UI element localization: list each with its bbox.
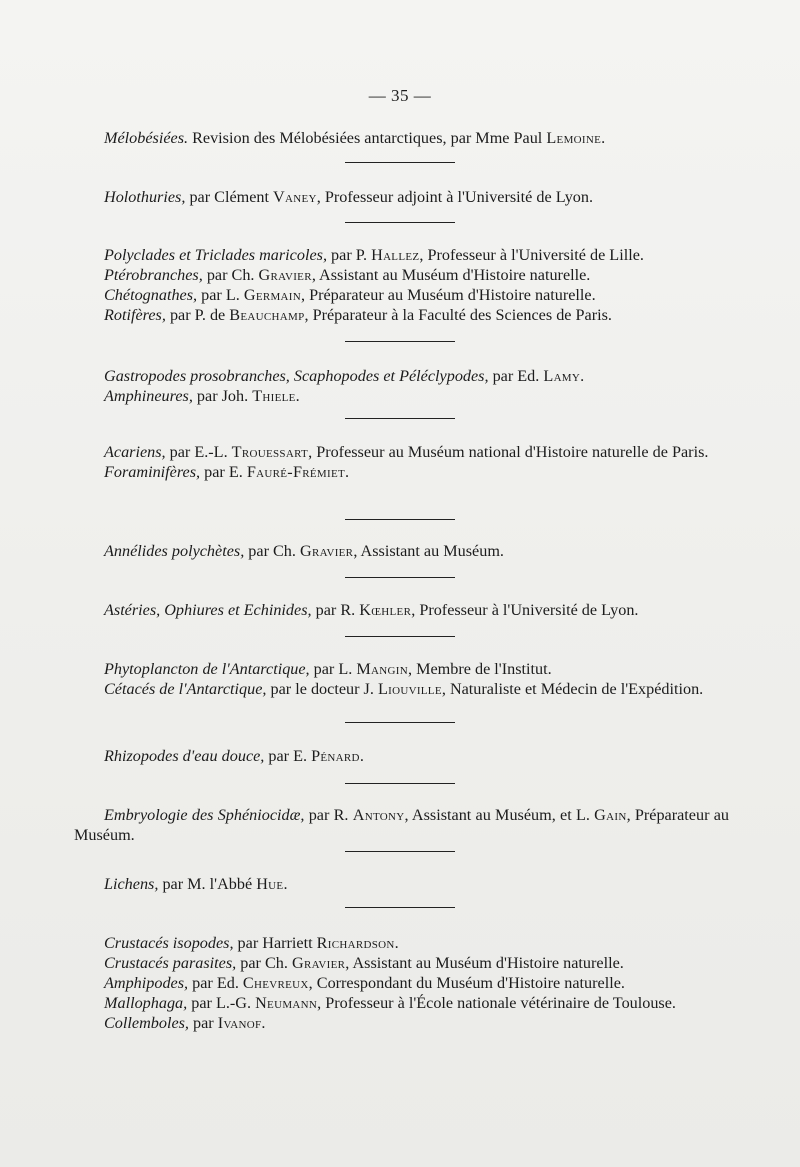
author-name: Lemoine xyxy=(546,129,602,147)
entry-title: Lichens, xyxy=(104,875,159,893)
entry-text: , Membre de l'Institut. xyxy=(408,660,552,678)
entry-text: . xyxy=(261,1014,266,1032)
section xyxy=(74,659,729,699)
separator-rule xyxy=(345,222,455,223)
entry-text: , Préparateur à la Faculté des Sciences de Paris. xyxy=(304,306,612,324)
entry xyxy=(74,265,729,285)
section xyxy=(74,366,729,406)
author-name: Gravier xyxy=(300,542,354,560)
entry xyxy=(74,874,729,894)
entry-text: par R. xyxy=(311,601,360,619)
entry-text: par le docteur J. xyxy=(266,680,378,698)
page-number: — 35 — xyxy=(368,86,432,105)
entry-title: Gastropodes prosobranches, Scaphopodes et Péléclypodes, xyxy=(104,367,489,385)
entry xyxy=(74,128,729,148)
separator-rule xyxy=(345,851,455,852)
entry-text: par Ch. xyxy=(236,954,292,972)
separator-rule xyxy=(345,636,455,637)
entry xyxy=(74,659,729,679)
entry-text: , Assistant au Muséum d'Histoire naturelle. xyxy=(345,954,624,972)
section xyxy=(74,187,729,207)
entry-text: , Professeur à l'Université de Lyon. xyxy=(411,601,639,619)
entry xyxy=(74,386,729,406)
author-name: Antony xyxy=(352,806,405,824)
entry-text: , Assistant au Muséum, et L. xyxy=(404,806,595,824)
author-name: Thiele xyxy=(252,387,296,405)
entry-text: par L. xyxy=(197,286,244,304)
entry xyxy=(74,245,729,265)
entry-text: , Professeur à l'Université de Lille. xyxy=(419,246,644,264)
entry-title: Holothuries, xyxy=(104,188,186,206)
entry-text: , Professeur adjoint à l'Université de Lyon. xyxy=(316,188,594,206)
section xyxy=(74,245,729,325)
author-name: Liouville xyxy=(377,680,442,698)
entry xyxy=(74,1013,729,1033)
entry-title: Amphipodes, xyxy=(104,974,189,992)
entry xyxy=(74,993,729,1013)
entry-title: Ptérobranches, xyxy=(104,266,203,284)
entry-text: par Ed. xyxy=(188,974,243,992)
separator-rule xyxy=(345,341,455,342)
entry-text: par P. xyxy=(327,246,372,264)
separator-rule xyxy=(345,418,455,419)
entry-text: . xyxy=(295,387,300,405)
entry-text: . xyxy=(283,875,288,893)
section xyxy=(74,128,729,148)
entry xyxy=(74,442,729,462)
entry-title: Rhizopodes d'eau douce, xyxy=(104,747,265,765)
entry-text: par Ed. xyxy=(488,367,544,385)
entry-title: Annélides polychètes, xyxy=(104,542,245,560)
entry-title: Rotifères, xyxy=(104,306,166,324)
section xyxy=(74,442,729,482)
entry-text: par L.-G. xyxy=(187,994,256,1012)
entry-title: Mallophaga, xyxy=(104,994,188,1012)
entry-title: Chétognathes, xyxy=(104,286,198,304)
separator-rule xyxy=(345,907,455,908)
entry-text: par Joh. xyxy=(192,387,253,405)
entry xyxy=(74,679,729,699)
entry-title: Mélobésiées. xyxy=(104,129,189,147)
separator-rule xyxy=(345,783,455,784)
author-name: Mangin xyxy=(356,660,408,678)
author-name: Ivanof xyxy=(217,1014,262,1032)
author-name: Kœhler xyxy=(359,601,412,619)
entry-title: Foraminifères, xyxy=(104,463,201,481)
entry-text: , Préparateur au Muséum d'Histoire naturelle. xyxy=(301,286,596,304)
entry-title: Cétacés de l'Antarctique, xyxy=(104,680,267,698)
entry xyxy=(74,953,729,973)
separator-rule xyxy=(345,722,455,723)
entry-text: par M. l'Abbé xyxy=(158,875,257,893)
entry-text: par Ch. xyxy=(244,542,300,560)
section xyxy=(74,541,729,561)
section xyxy=(74,600,729,620)
entry xyxy=(74,366,729,386)
entry-text: par L. xyxy=(309,660,357,678)
entry-text: , Préparateur au Muséum. xyxy=(74,806,729,844)
entry-text: , Professeur à l'École nationale vétérinaire de Toulouse. xyxy=(317,994,676,1012)
entry-text: par Harriett xyxy=(233,934,317,952)
entry-title: Amphineures, xyxy=(104,387,193,405)
author-name: Beauchamp xyxy=(229,306,305,324)
author-name: Hue xyxy=(256,875,284,893)
entry xyxy=(74,541,729,561)
entry xyxy=(74,746,729,766)
entry-title: Phytoplancton de l'Antarctique, xyxy=(104,660,310,678)
entry-text: par P. de xyxy=(165,306,230,324)
entry-title: Crustacés isopodes, xyxy=(104,934,234,952)
author-name: Pénard xyxy=(311,747,360,765)
author-name: Lamy xyxy=(543,367,581,385)
entry-text: . xyxy=(345,463,350,481)
entry-text: , Assistant au Muséum d'Histoire naturelle. xyxy=(311,266,591,284)
author-name: Chevreux xyxy=(242,974,309,992)
author-name: Vaney xyxy=(273,188,317,206)
entry-title: Collemboles, xyxy=(104,1014,189,1032)
author-name: Hallez xyxy=(371,246,420,264)
author-name: Neumann xyxy=(255,994,318,1012)
entry xyxy=(74,973,729,993)
author-name: Trouessart xyxy=(231,443,309,461)
section xyxy=(74,746,729,766)
entry xyxy=(74,600,729,620)
entry xyxy=(74,305,729,325)
entry-text: , Correspondant du Muséum d'Histoire naturelle. xyxy=(308,974,625,992)
entry xyxy=(74,933,729,953)
entry xyxy=(74,805,729,845)
entry-text: . xyxy=(580,367,585,385)
entry-title: Acariens, xyxy=(104,443,166,461)
entry-text: , Assistant au Muséum. xyxy=(353,542,504,560)
entry xyxy=(74,462,729,482)
author-name: Fauré-Frémiet xyxy=(246,463,346,481)
separator-rule xyxy=(345,519,455,520)
author-name: Gain xyxy=(594,806,627,824)
author-name: Richardson xyxy=(316,934,395,952)
entry-text: par R. xyxy=(304,806,353,824)
entry-text: par E. xyxy=(200,463,247,481)
entry-text: . xyxy=(601,129,606,147)
entry-text: par E.-L. xyxy=(165,443,232,461)
separator-rule xyxy=(345,162,455,163)
entry-text: par Clément xyxy=(185,188,274,206)
entry-text: par E. xyxy=(264,747,312,765)
entry-title: Crustacés parasites, xyxy=(104,954,237,972)
entry xyxy=(74,187,729,207)
entry-title: Polyclades et Triclades maricoles, xyxy=(104,246,327,264)
section xyxy=(74,805,729,845)
entry-title: Astéries, Ophiures et Echinides, xyxy=(104,601,312,619)
entry-title: Embryologie des Sphéniocidæ, xyxy=(104,806,305,824)
separator-rule xyxy=(345,577,455,578)
entry xyxy=(74,285,729,305)
entry-text: par Ch. xyxy=(202,266,259,284)
author-name: Germain xyxy=(243,286,302,304)
entry-text: . xyxy=(359,747,364,765)
entry-text: par xyxy=(188,1014,218,1032)
author-name: Gravier xyxy=(258,266,312,284)
entry-text: . xyxy=(394,934,399,952)
entry-text: , Naturaliste et Médecin de l'Expédition. xyxy=(441,680,704,698)
entry-text: , Professeur au Muséum national d'Histoire naturelle de Paris. xyxy=(308,443,709,461)
author-name: Gravier xyxy=(291,954,346,972)
section xyxy=(74,874,729,894)
entry-text: Revision des Mélobésiées antarctiques, par Mme Paul xyxy=(188,129,547,147)
section xyxy=(74,933,729,1033)
